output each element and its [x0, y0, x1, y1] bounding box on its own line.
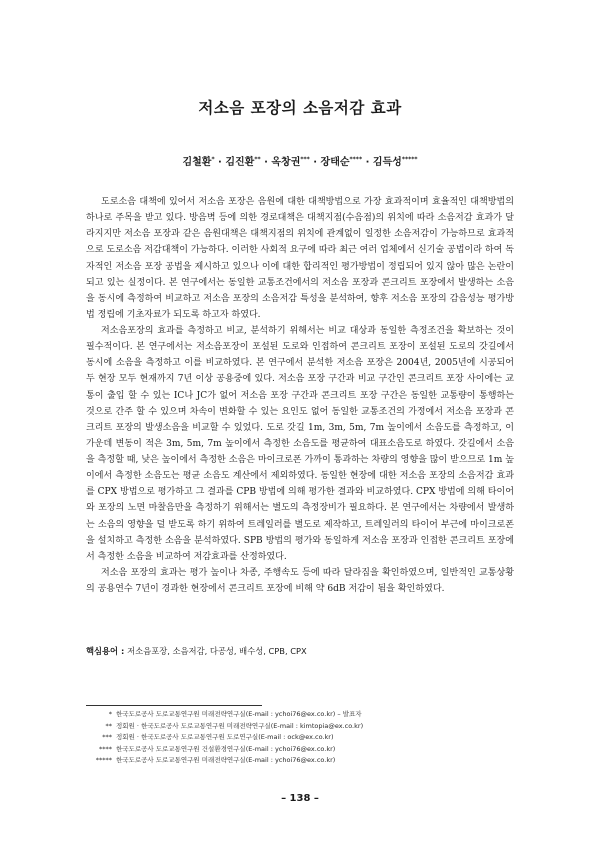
abstract-paragraph-3: 저소음 포장의 효과는 평가 높이나 차종, 주행속도 등에 따라 달라짐을 확인하였으며, 일반적인 교통상황의 공용연수 7년이 경과한 현장에서 콘크리트 포장에 비해 약 6dB 저감이 됨을 확인하였다. — [86, 567, 514, 594]
footnote-mark: *** — [102, 733, 112, 742]
footnote-mark: * — [108, 710, 112, 718]
author-affiliation-mark: ***** — [401, 156, 418, 163]
keywords-label: 핵심용어 : — [86, 646, 125, 656]
footnote — [86, 709, 516, 721]
footnote-divider — [86, 705, 262, 706]
abstract — [86, 194, 514, 597]
footnotes — [86, 709, 516, 767]
author-affiliation-mark: ** — [254, 156, 261, 163]
footnote — [86, 755, 516, 767]
abstract-paragraph-2: 저소음포장의 효과를 측정하고 비교, 분석하기 위해서는 비교 대상과 동일한 측정조건을 확보하는 것이 필수적이다. 본 연구에서는 저소음포장이 포설된 도로와 인접하여 콘크리트 포장이 포설된 도로의 갓길에서 동시에 소음을 측정하고 이를 비교하였다. 본 연구에서 분석한 저소음 포장은 2004년, 2005년에 시공되어 두 현장 모두 현재까지 7년 이상 공용중에 있다. 저소음 포장 구간과 비교 구간인 콘크리트 포장 사이에는 교통이 출입 할 수 있는 IC나 JC가 없어 저소음 포장 구간과 콘크리트 포장 구간은 동일한 교통량이 통행하는 것으로 간주 할 수 있으며 차속이 변화할 수 있는 요인도 없어 동일한 교통조건의 가정에서 저소음 포장과 콘크리트 포장의 발생소음을 비교할 수 있었다. 도로 갓길 1m, 3m, 5m, 7m 높이에서 소음도를 측정하고, 이 가운데 변동이 적은 3m, 5m, 7m 높이에서 측정한 소음도를 평균하여 대표소음도로 하였다. 갓길에서 소음을 측정할 때, 낮은 높이에서 측정한 소음은 마이크로폰 가까이 통과하는 차량의 영향을 많이 받으므로 1m 높이에서 측정한 소음도는 평균 소음도 계산에서 제외하였다. 동일한 현장에 대한 저소음 포장의 소음저감 효과를 CPX 방법으로 평가하고 그 결과를 CPB 방법에 의해 평가한 결과와 비교하였다. CPX 방법에 의해 타이어와 포장의 노면 마찰음만을 측정하기 위해서는 별도의 측정장비가 필요하다. 본 연구에서는 차량에서 발생하는 소음의 영향을 덜 받도록 하기 위하여 트레일러를 별도로 제작하고, 트레일러의 타이어 부근에 마이크로폰을 설치하고 측정한 소음을 분석하였다. SPB 방법의 평가와 동일하게 저소음 포장과 인접한 콘크리트 포장에서 측정한 소음을 비교하여 저감효과를 산정하였다. — [86, 326, 514, 562]
author-separator: · — [309, 157, 321, 168]
author-name: 김득성 — [372, 157, 402, 168]
footnote — [86, 744, 516, 756]
page-number: – 138 – — [281, 793, 319, 804]
footnote-text: 정회원 · 한국도로공사 도로교통연구원 도로연구실(E-mail : ock@ex.co.kr) — [116, 733, 334, 742]
paper-title: 저소음 포장의 소음저감 효과 — [198, 99, 402, 117]
author — [321, 157, 363, 168]
footnote-text: 한국도로공사 도로교통연구원 건설환경연구실(E-mail : ychoi76@ex.co.kr) — [116, 744, 336, 753]
author — [182, 157, 214, 168]
author-name: 김철환 — [182, 157, 212, 168]
footnote-text: 한국도로공사 도로교통연구원 미래전략연구실(E-mail : ychoi76@ex.co.kr) – 발표자 — [116, 710, 362, 718]
author-affiliation-mark: *** — [300, 156, 310, 163]
author-affiliation-mark: **** — [349, 156, 363, 163]
keywords-values: 저소음포장, 소음저감, 다공성, 배수성, CPB, CPX — [127, 646, 307, 656]
keywords — [86, 645, 516, 657]
author-separator: · — [260, 157, 272, 168]
author-name: 장태순 — [320, 157, 350, 168]
author-name: 김진환 — [225, 157, 255, 168]
footnote-mark: **** — [99, 744, 112, 753]
footnote-text: 한국도로공사 도로교통연구원 미래전략연구실(E-mail : ychoi76@ex.co.kr) — [116, 756, 336, 765]
author — [373, 157, 418, 168]
footnote — [86, 732, 516, 744]
footnote — [86, 721, 516, 733]
author-separator: · — [214, 157, 226, 168]
author — [271, 157, 309, 168]
author-affiliation-mark: * — [211, 156, 215, 163]
footnote-mark: ***** — [95, 756, 112, 765]
author-separator: · — [362, 157, 373, 168]
author — [225, 157, 260, 168]
footnote-text: 정회원 · 한국도로공사 도로교통연구원 미래전략연구실(E-mail : kimtopia@ex.co.kr) — [116, 721, 364, 730]
abstract-paragraph-1: 도로소음 대책에 있어서 저소음 포장은 음원에 대한 대책방법으로 가장 효과적이며 효율적인 대책방법의 하나로 주목을 받고 있다. 방음벽 등에 의한 경로대책은 대책지점(수음점)의 위치에 따라 소음저감 효과가 달라지지만 저소음 포장과 같은 음원대책은 대책지점의 위치에 관계없이 일정한 소음저감이 가능하므로 효과적으로 도로소음 저감대책이 가능하다. 이러한 사회적 요구에 따라 최근 여러 업체에서 신기술 공법이라 하여 독자적인 저소음 포장 공법을 제시하고 있으나 이에 대한 합리적인 평가방법이 정립되어 있지 않아 많은 논란이 되고 있는 실정이다. 본 연구에서는 동일한 교통조건에서의 저소음 포장과 콘크리트 포장에서 발생하는 소음을 동시에 측정하여 비교하고 저소음 포장의 소음저감 특성을 분석하여, 향후 저소음 포장의 감음성능 평가방법 정립에 기초자료가 되도록 하고자 하였다. — [86, 197, 514, 320]
author-name: 옥창권 — [271, 157, 301, 168]
author-list — [0, 153, 600, 168]
footnote-mark: ** — [105, 721, 112, 730]
